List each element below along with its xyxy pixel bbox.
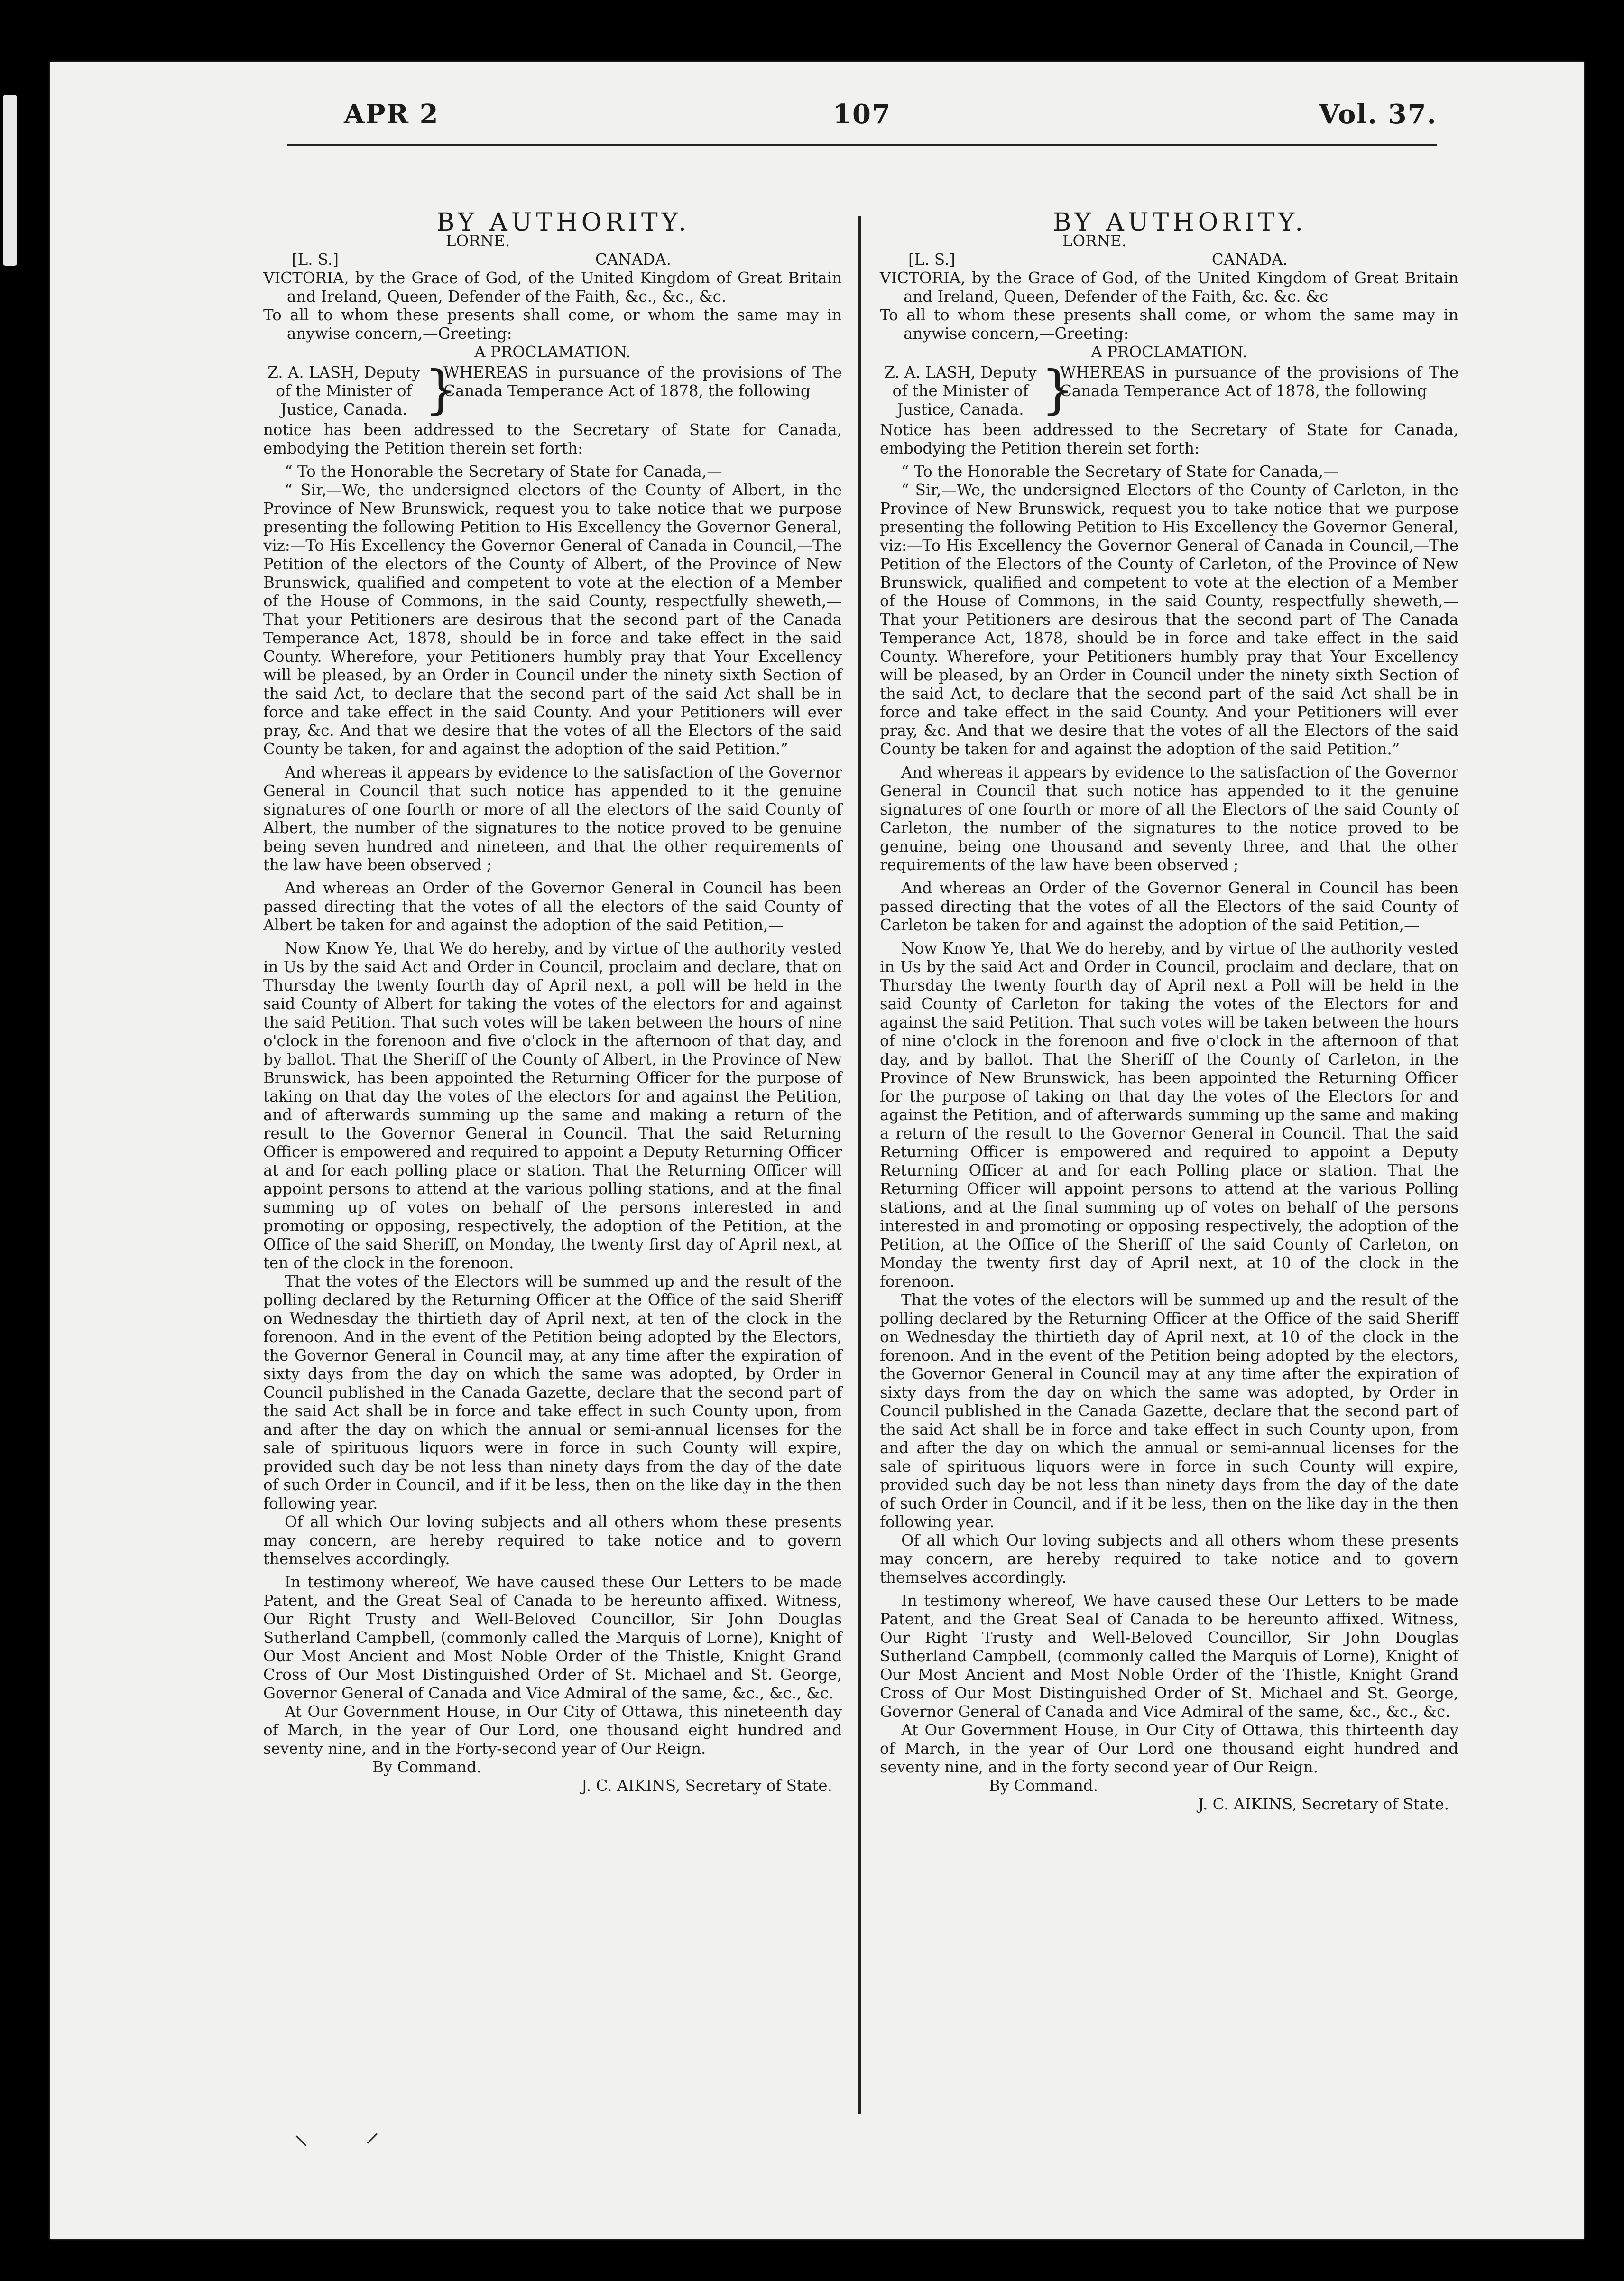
canada-label: CANADA. xyxy=(595,250,671,269)
deputy-text: WHEREAS in pursuance of the provisions of The Canada Temperance Act of 1878, the following xyxy=(443,363,842,400)
signatory-lorne: LORNE. xyxy=(445,232,510,250)
of-all-paragraph: Of all which Our loving subjects and all others whom these presents may concern, are hereby required to take notice and to govern themselves accordingly. xyxy=(880,1531,1458,1586)
government-house-paragraph: At Our Government House, in Our City of Ottawa, this thirteenth day of March, in the year of Our Lord one thousand eight hundred and seventy nine, and in the forty second year of Our Reign. xyxy=(880,1721,1458,1776)
government-house-paragraph: At Our Government House, in Our City of Ottawa, this nineteenth day of March, in the year of Our Lord, one thousand eight hundred and seventy nine, and in the Forty-second year of Our Reign. xyxy=(263,1703,842,1758)
of-all-paragraph: Of all which Our loving subjects and all others whom these presents may concern, are hereby required to take notice and to govern themselves accordingly. xyxy=(263,1513,842,1568)
now-know-ye-paragraph: Now Know Ye, that We do hereby, and by virtue of the authority vested in Us by the said Act and Order in Council, proclaim and declare, that on Thursday the twenty fourth day of April next, a poll will be held in the said County of Albert for taking the votes of the electors for and against the said Petition. That such votes will be taken between the hours of nine o'clock in the forenoon and five o'clock in the afternoon of that day, and by ballot. That the Sheriff of the County of Albert, in the Province of New Brunswick, has been appointed the Returning Officer for the purpose of taking on that day the votes of the electors for and against the Petition, and of afterwards summing up the same and making a return of the result to the Governor General in Council. That the said Returning Officer is empowered and required to appoint a Deputy Returning Officer at and for each polling place or station. That the Returning Officer will appoint persons to attend at the various polling stations, and at the final summing up of votes on behalf of the persons interested in and promoting or opposing, respectively, the adoption of the Petition, at the Office of the said Sheriff, on Monday, the twenty first day of April next, at ten of the clock in the forenoon. xyxy=(263,939,842,1272)
deputy-block xyxy=(880,359,1458,420)
ink-smudge-icon: ⸝ xyxy=(365,2115,379,2149)
by-command: By Command. xyxy=(989,1777,1098,1795)
proclamation-title: A PROCLAMATION. xyxy=(474,343,631,361)
by-command: By Command. xyxy=(372,1758,482,1776)
canada-label: CANADA. xyxy=(1211,250,1288,269)
header-date: APR 2 xyxy=(344,99,439,130)
deputy-name: Z. A. LASH, Deputy of the Minister of Justice, Canada. xyxy=(268,363,420,418)
notice-text: notice has been addressed to the Secretary of State for Canada, embodying the Petition therein set forth: xyxy=(263,421,842,457)
whereas-order-paragraph: And whereas an Order of the Governor General in Council has been passed directing that the votes of all the electors of the said County of Albert be taken for and against the adoption of the said Petition,— xyxy=(263,879,842,934)
notice-text: Notice has been addressed to the Secretary of State for Canada, embodying the Petition therein set forth: xyxy=(880,421,1458,457)
seal-row xyxy=(880,250,1458,269)
header-volume: Vol. 37. xyxy=(1319,99,1437,130)
victoria-title: VICTORIA, by the Grace of God, of the United Kingdom of Great Britain and Ireland, Queen, Defender of the Faith, &c., &c., &c. xyxy=(263,269,842,306)
now-know-ye-paragraph: Now Know Ye, that We do hereby, and by virtue of the authority vested in Us by the said Act and Order in Council, proclaim and declare, that on Thursday the twenty fourth day of April next a Poll will be held in the said County of Carleton for taking the votes of the Electors for and against the said Petition. That such votes will be taken between the hours of nine o'clock in the forenoon and five o'clock in the afternoon of that day, and by ballot. That the Sheriff of the County of Carleton, in the Province of New Brunswick, has been appointed the Returning Officer for the purpose of taking on that day the votes of the Electors for and against the Petition, and of afterwards summing up the same and making a return of the result to the Governor General in Council. That the said Returning Officer is empowered and required to appoint a Deputy Returning Officer at and for each Polling place or station. That the Returning Officer will appoint persons to attend at the various Polling stations, and at the final summing up of votes on behalf of the persons interested in and promoting or opposing respectively, the adoption of the Petition, at the Office of the Sheriff of the said County of Carleton, on Monday the twenty first day of April next, at 10 of the clock in the forenoon. xyxy=(880,939,1458,1290)
petition-paragraph: “ Sir,—We, the undersigned electors of the County of Albert, in the Province of New Brunswick, request you to take notice that we purpose presenting the following Petition to His Excellency the Governor General, viz:—To His Excellency the Governor General of Canada in Council,—The Petition of the electors of the County of Albert, of the Province of New Brunswick, qualified and competent to vote at the election of a Member of the House of Commons, in the said County, respectfully sheweth,—That your Petitioners are desirous that the second part of the Canada Temperance Act, 1878, should be in force and take effect in the said County. Wherefore, your Petitioners humbly pray that Your Excellency will be pleased, by an Order in Council under the ninety sixth Section of the said Act, to declare that the second part of the said Act shall be in force and take effect in the said County. And your Petitioners will ever pray, &c. And that we desire that the votes of all the Electors of the said County be taken, for and against the adoption of the said Petition.” xyxy=(263,481,842,758)
signatory-lorne: LORNE. xyxy=(1062,232,1127,250)
whereas-order-paragraph: And whereas an Order of the Governor General in Council has been passed directing that the votes of all the Electors of the said County of Carleton be taken for and against the adoption of the said Petition,— xyxy=(880,879,1458,934)
section-heading: BY AUTHORITY. xyxy=(1053,208,1307,237)
address-line: “ To the Honorable the Secretary of State for Canada,— xyxy=(285,463,722,481)
column-divider xyxy=(858,216,861,2114)
whereas-evidence-paragraph: And whereas it appears by evidence to the satisfaction of the Governor General in Council that such notice has appended to it the genuine signatures of one fourth or more of all the Electors of the said County of Carleton, the number of the signatures to the notice proved to be genuine, being one thousand and seventy three, and that the other requirements of the law have been observed ; xyxy=(880,763,1458,874)
whereas-evidence-paragraph: And whereas it appears by evidence to the satisfaction of the Governor General in Council that such notice has appended to it the genuine signatures of one fourth or more of all the electors of the said County of Albert, the number of the signatures to the notice proved to be genuine being seven hundred and nineteen, and that the other requirements of the law have been observed ; xyxy=(263,763,842,874)
header-page-number: 107 xyxy=(833,99,891,130)
petition-paragraph: “ Sir,—We, the undersigned Electors of the County of Carleton, in the Province of New Brunswick, request you to take notice that we purpose presenting the following Petition to His Excellency the Governor General, viz:—To His Excellency the Governor General of Canada in Council,—The Petition of the Electors of the County of Carleton, of the Province of New Brunswick, qualified and competent to vote at the election of a Member of the House of Commons, in the said County, respectfully sheweth,—That your Petitioners are desirous that the second part of The Canada Temperance Act, 1878, should be in force and take effect in the said County. Wherefore, your Petitioners humbly pray that Your Excellency will be pleased, by an Order in Council under the ninety sixth Section of the said Act, to declare that the second part of the said Act shall be in force and take effect in the said County. And your Petitioners will ever pray, &c. And that we desire that the votes of all the Electors of the said County be taken for and against the adoption of the said Petition.” xyxy=(880,481,1458,758)
deputy-name: Z. A. LASH, Deputy of the Minister of Justice, Canada. xyxy=(884,363,1037,418)
ink-smudge-icon: ⸜ xyxy=(294,2118,308,2151)
votes-paragraph: That the votes of the electors will be summed up and the result of the polling declared by the Returning Officer at the Office of the said Sheriff on Wednesday the thirtieth day of April next, at 10 of the clock in the forenoon. And in the event of the Petition being adopted by the electors, the Governor General in Council may at any time after the expiration of sixty days from the day on which the same was adopted, by Order in Council published in the Canada Gazette, declare that the second part of the said Act shall be in force and take effect in such County upon, from and after the day on which the annual or semi-annual licenses for the sale of spirituous liquors were in force in such County will expire, provided such day be not less than ninety days from the day of the date of such Order in Council, and if it be less, then on the like day in the then following year. xyxy=(880,1291,1458,1531)
greeting: To all to whom these presents shall come, or whom the same may in anywise concern,—Greeting: xyxy=(880,306,1458,343)
brace-icon: } xyxy=(424,359,458,420)
seal-row xyxy=(263,250,842,269)
testimony-paragraph: In testimony whereof, We have caused these Our Letters to be made Patent, and the Great Seal of Canada to be hereunto affixed. Witness, Our Right Trusty and Well-Beloved Councillor, Sir John Douglas Sutherland Campbell, (commonly called the Marquis of Lorne), Knight of Our Most Ancient and Most Noble Order of the Thistle, Knight Grand Cross of Our Most Distinguished Order of St. Michael and St. George, Governor General of Canada and Vice Admiral of the same, &c., &c., &c. xyxy=(880,1592,1458,1721)
signature: J. C. AIKINS, Secretary of State. xyxy=(1198,1795,1449,1813)
seal-mark: [L. S.] xyxy=(292,250,339,269)
seal-mark: [L. S.] xyxy=(908,250,956,269)
section-heading: BY AUTHORITY. xyxy=(436,208,690,237)
deputy-text: WHEREAS in pursuance of the provisions of The Canada Temperance Act of 1878, the following xyxy=(1060,363,1458,400)
greeting: To all to whom these presents shall come, or whom the same may in anywise concern,—Greeting: xyxy=(263,306,842,343)
address-line: “ To the Honorable the Secretary of State for Canada,— xyxy=(901,463,1339,481)
proclamation-albert xyxy=(263,208,842,1795)
proclamation-carleton xyxy=(880,208,1458,1814)
victoria-title: VICTORIA, by the Grace of God, of the United Kingdom of Great Britain and Ireland, Queen, Defender of the Faith, &c. &c. &c xyxy=(880,269,1458,306)
votes-paragraph: That the votes of the Electors will be summed up and the result of the polling declared by the Returning Officer at the Office of the said Sheriff on Wednesday the thirtieth day of April next, at ten of the clock in the forenoon. And in the event of the Petition being adopted by the Electors, the Governor General in Council may, at any time after the expiration of sixty days from the day on which the same was adopted, by Order in Council published in the Canada Gazette, declare that the second part of the said Act shall be in force and take effect in such County upon, from and after the day on which the annual or semi-annual licenses for the sale of spirituous liquors were in force in such County will expire, provided such day be not less than ninety days from the day of the date of such Order in Council, and if it be less, then on the like day in the then following year. xyxy=(263,1272,842,1512)
deputy-block xyxy=(263,359,842,420)
brace-icon: } xyxy=(1041,359,1074,420)
signature: J. C. AIKINS, Secretary of State. xyxy=(581,1777,832,1795)
page-header xyxy=(287,99,1437,146)
scanner-edge-tab xyxy=(3,95,17,266)
testimony-paragraph: In testimony whereof, We have caused these Our Letters to be made Patent, and the Great Seal of Canada to be hereunto affixed. Witness, Our Right Trusty and Well-Beloved Councillor, Sir John Douglas Sutherland Campbell, (commonly called the Marquis of Lorne), Knight of Our Most Ancient and Most Noble Order of the Thistle, Knight Grand Cross of Our Most Distinguished Order of St. Michael and St. George, Governor General of Canada and Vice Admiral of the same, &c., &c., &c. xyxy=(263,1573,842,1702)
proclamation-title: A PROCLAMATION. xyxy=(1091,343,1247,361)
